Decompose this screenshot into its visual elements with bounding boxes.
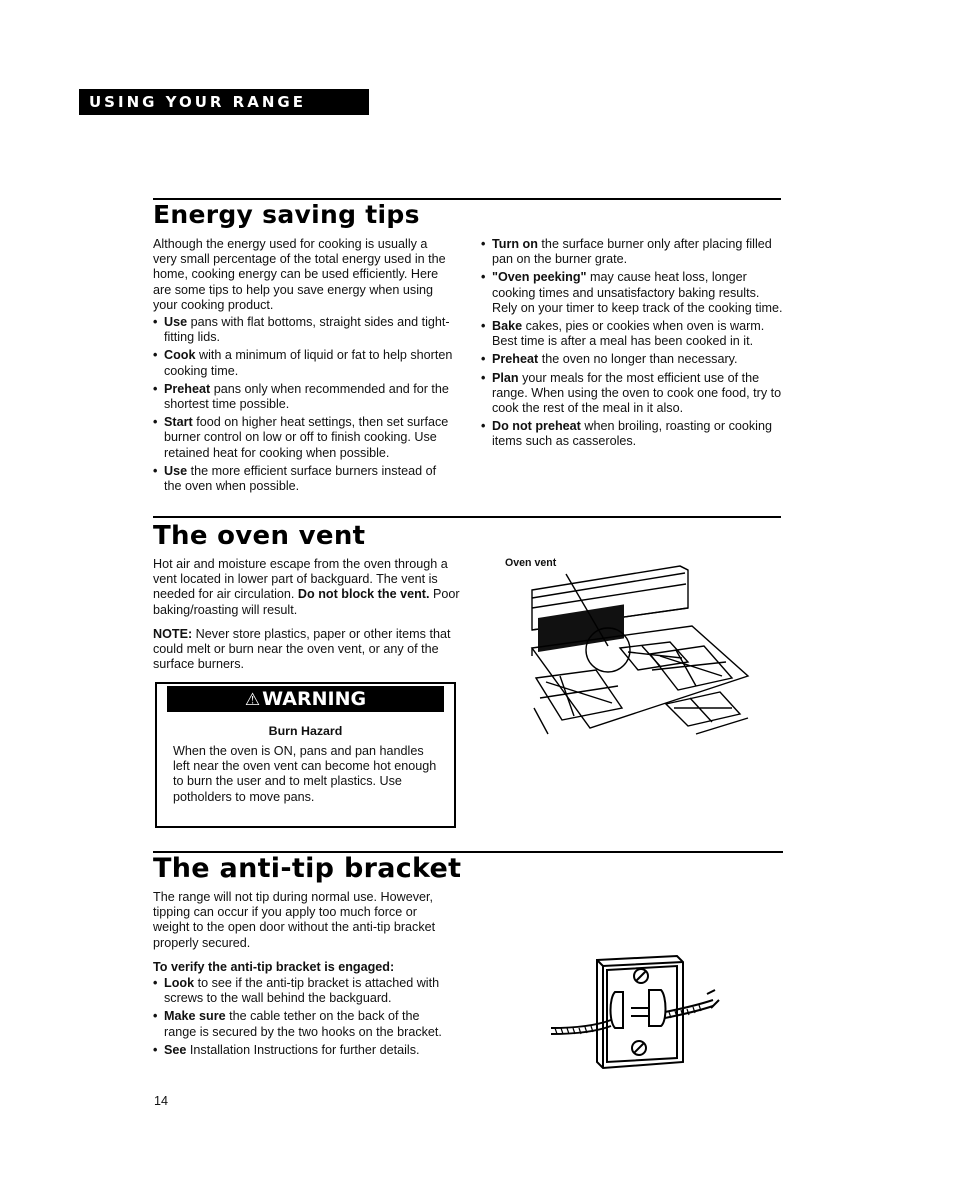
energy-section-title: Energy saving tips: [153, 200, 420, 229]
warning-banner: ⚠ WARNING: [167, 686, 444, 712]
energy-intro: Although the energy used for cooking is usually a very small percentage of the total energy used in the home, cooking energy can be used efficiently. Here are some tips to help you save energy when using your cooking product.: [153, 237, 446, 312]
list-item: • Use pans with flat bottoms, straight sides and tight-fitting lids.: [153, 315, 453, 345]
list-item: • Plan your meals for the most efficient use of the range. When using the oven to cook one food, try to cook the rest of the meal in it also.: [481, 371, 785, 417]
energy-left-tips: [153, 315, 453, 497]
section-header-bar: [79, 89, 369, 115]
antitip-verify-heading: To verify the anti-tip bracket is engaged:: [153, 960, 395, 974]
oven-vent-illustration: [500, 558, 760, 743]
antitip-steps: [153, 976, 453, 1061]
antitip-intro: The range will not tip during normal use. However, tipping can occur if you apply too much force or weight to the open door without the anti-tip bracket properly secured.: [153, 890, 436, 950]
antitip-section-title: The anti-tip bracket: [153, 853, 462, 884]
list-item: • Bake cakes, pies or cookies when oven is warm. Best time is after a meal has been cooked in it.: [481, 319, 785, 349]
warning-text: When the oven is ON, pans and pan handles left near the oven vent can become hot enough to burn the user and to melt plastics. Use potholders to move pans.: [173, 744, 437, 804]
vent-description: Hot air and moisture escape from the oven through a vent located in lower part of backguard. The vent is needed for air circulation. Do not block the vent. Poor baking/roasting will result.: [153, 557, 460, 617]
warning-box: [155, 682, 456, 828]
list-item: • Cook with a minimum of liquid or fat to help shorten cooking time.: [153, 348, 453, 378]
list-item: • Preheat the oven no longer than necessary.: [481, 352, 785, 367]
energy-right-tips: [481, 237, 785, 453]
list-item: • Do not preheat when broiling, roasting or cooking items such as casseroles.: [481, 419, 785, 449]
list-item: • See Installation Instructions for further details.: [153, 1043, 453, 1058]
list-item: • Preheat pans only when recommended and for the shortest time possible.: [153, 382, 453, 412]
warning-subtitle: Burn Hazard: [268, 724, 343, 738]
list-item: • Make sure the cable tether on the back of the range is secured by the two hooks on the bracket.: [153, 1009, 453, 1039]
list-item: • Turn on the surface burner only after placing filled pan on the burner grate.: [481, 237, 785, 267]
vent-note: NOTE: Never store plastics, paper or other items that could melt or burn near the oven vent, or any of the surface burners.: [153, 627, 451, 672]
anti-tip-bracket-illustration: [545, 950, 725, 1075]
section-header-label: USING YOUR RANGE: [89, 93, 306, 111]
vent-section-title: The oven vent: [153, 521, 366, 551]
list-item: • Use the more efficient surface burners instead of the oven when possible.: [153, 464, 453, 494]
list-item: • Look to see if the anti-tip bracket is attached with screws to the wall behind the backguard.: [153, 976, 453, 1006]
vent-top-rule: [153, 516, 781, 518]
warning-triangle-icon: ⚠: [244, 690, 261, 710]
page-number: 14: [154, 1094, 169, 1108]
list-item: • Start food on higher heat settings, then set surface burner control on low or off to finish cooking. Use retained heat for cooking when possible.: [153, 415, 453, 461]
oven-vent-figure-label: Oven vent: [505, 557, 557, 569]
list-item: • "Oven peeking" may cause heat loss, longer cooking times and unsatisfactory baking results. Rely on your timer to keep track of the cooking time.: [481, 270, 785, 316]
